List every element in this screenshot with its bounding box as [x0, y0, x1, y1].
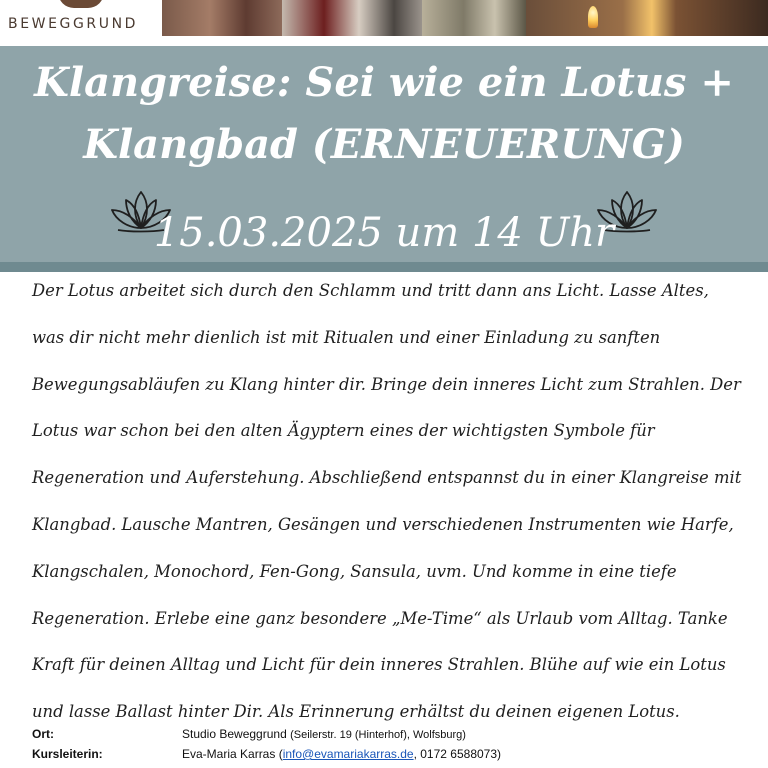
beweggrund-logo — [0, 0, 162, 36]
location-label: Ort: — [32, 727, 54, 741]
photo-candle — [526, 0, 768, 36]
instructor-value — [182, 744, 752, 764]
photo-instrument — [422, 0, 526, 36]
instructor-name: Eva-Maria Karras ( — [182, 747, 283, 761]
event-title — [0, 52, 768, 176]
photo-studio — [282, 0, 422, 36]
event-title-line1: Klangreise: Sei wie ein Lotus + — [34, 59, 734, 106]
header-photo-strip — [0, 0, 768, 36]
location-address: (Seilerstr. 19 (Hinterhof), Wolfsburg) — [290, 729, 466, 741]
event-date: 15.03.2025 um 14 Uhr — [153, 210, 615, 256]
location-name: Studio Beweggrund — [182, 727, 287, 741]
photo-woman — [162, 0, 282, 36]
info-row-instructor — [32, 744, 752, 764]
logo-mark — [58, 0, 104, 8]
instructor-email-link[interactable]: info@evamariakarras.de — [282, 747, 414, 761]
instructor-label: Kursleiterin: — [32, 747, 103, 761]
info-row-location — [32, 724, 752, 744]
instructor-phone: , 0172 6588073) — [413, 747, 502, 761]
event-title-line2: Klangbad (ERNEUERUNG) — [83, 121, 685, 168]
event-description: Der Lotus arbeitet sich durch den Schlamm und tritt dann ans Licht. Lasse Altes, was dir nicht mehr dienlich ist mit Ritualen und einer Einladung zu sanften Bewegungsabläufen zu Klang hinter dir. Bringe dein inneres Licht zum Strahlen. Der Lotus war schon bei den alten Ägyptern eines der wichtigsten Symbole für Regeneration und Auferstehung. Abschließend entspannst du in einer Klangreise mit Klangbad. Lausche Mantren, Gesängen und verschiedenen Instrumenten wie Harfe, Klangschalen, Monochord, Fen-Gong, Sansula, uvm. Und komme in eine tiefe Regeneration. Erlebe eine ganz besondere „Me-Time“ als Urlaub vom Alltag. Tanke Kraft für deinen Alltag und Licht für dein inneres Strahlen. Blühe auf wie ein Lotus und lasse Ballast hinter Dir. Als Erinnerung erhältst du deinen eigenen Lotus. — [32, 281, 742, 722]
logo-text: BEWEGGRUND — [8, 16, 139, 32]
location-value — [182, 724, 752, 744]
candle-icon — [588, 6, 598, 28]
event-info-table — [32, 724, 752, 764]
